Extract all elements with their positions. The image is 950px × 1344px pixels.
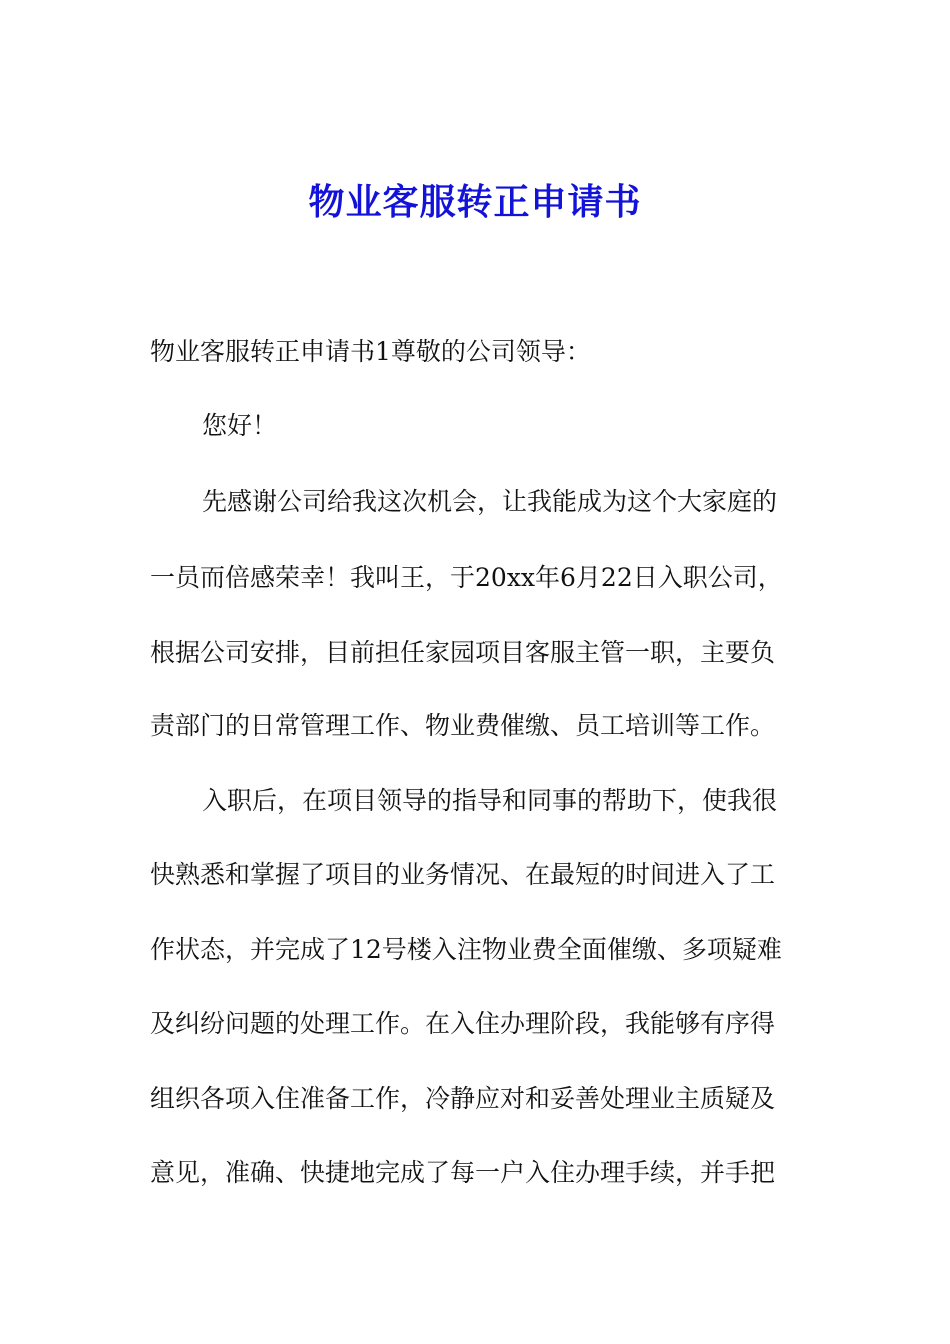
greeting-line: 您好！ bbox=[202, 411, 278, 440]
body-text-line: 作状态，并完成了12号楼入注物业费全面催缴、多项疑难 bbox=[150, 935, 782, 964]
body-text-line: 及纠纷问题的处理工作。在入住办理阶段，我能够有序得 bbox=[150, 1009, 776, 1038]
body-text-line: 快熟悉和掌握了项目的业务情况、在最短的时间进入了工 bbox=[150, 860, 776, 889]
salutation-line: 物业客服转正申请书1尊敬的公司领导： bbox=[150, 337, 591, 366]
body-text-line: 责部门的日常管理工作、物业费催缴、员工培训等工作。 bbox=[150, 711, 776, 740]
body-text-line: 入职后，在项目领导的指导和同事的帮助下，使我很 bbox=[202, 786, 778, 815]
body-text-line: 意见，准确、快捷地完成了每一户入住办理手续，并手把 bbox=[150, 1158, 776, 1187]
document-title: 物业客服转正申请书 bbox=[308, 181, 642, 223]
body-text-line: 组织各项入住准备工作，冷静应对和妥善处理业主质疑及 bbox=[150, 1084, 776, 1113]
body-text-line: 一员而倍感荣幸！我叫王，于20xx年6月22日入职公司， bbox=[150, 563, 783, 592]
body-text-line: 根据公司安排，目前担任家园项目客服主管一职，主要负 bbox=[150, 638, 776, 667]
body-text-line: 先感谢公司给我这次机会，让我能成为这个大家庭的 bbox=[202, 487, 778, 516]
